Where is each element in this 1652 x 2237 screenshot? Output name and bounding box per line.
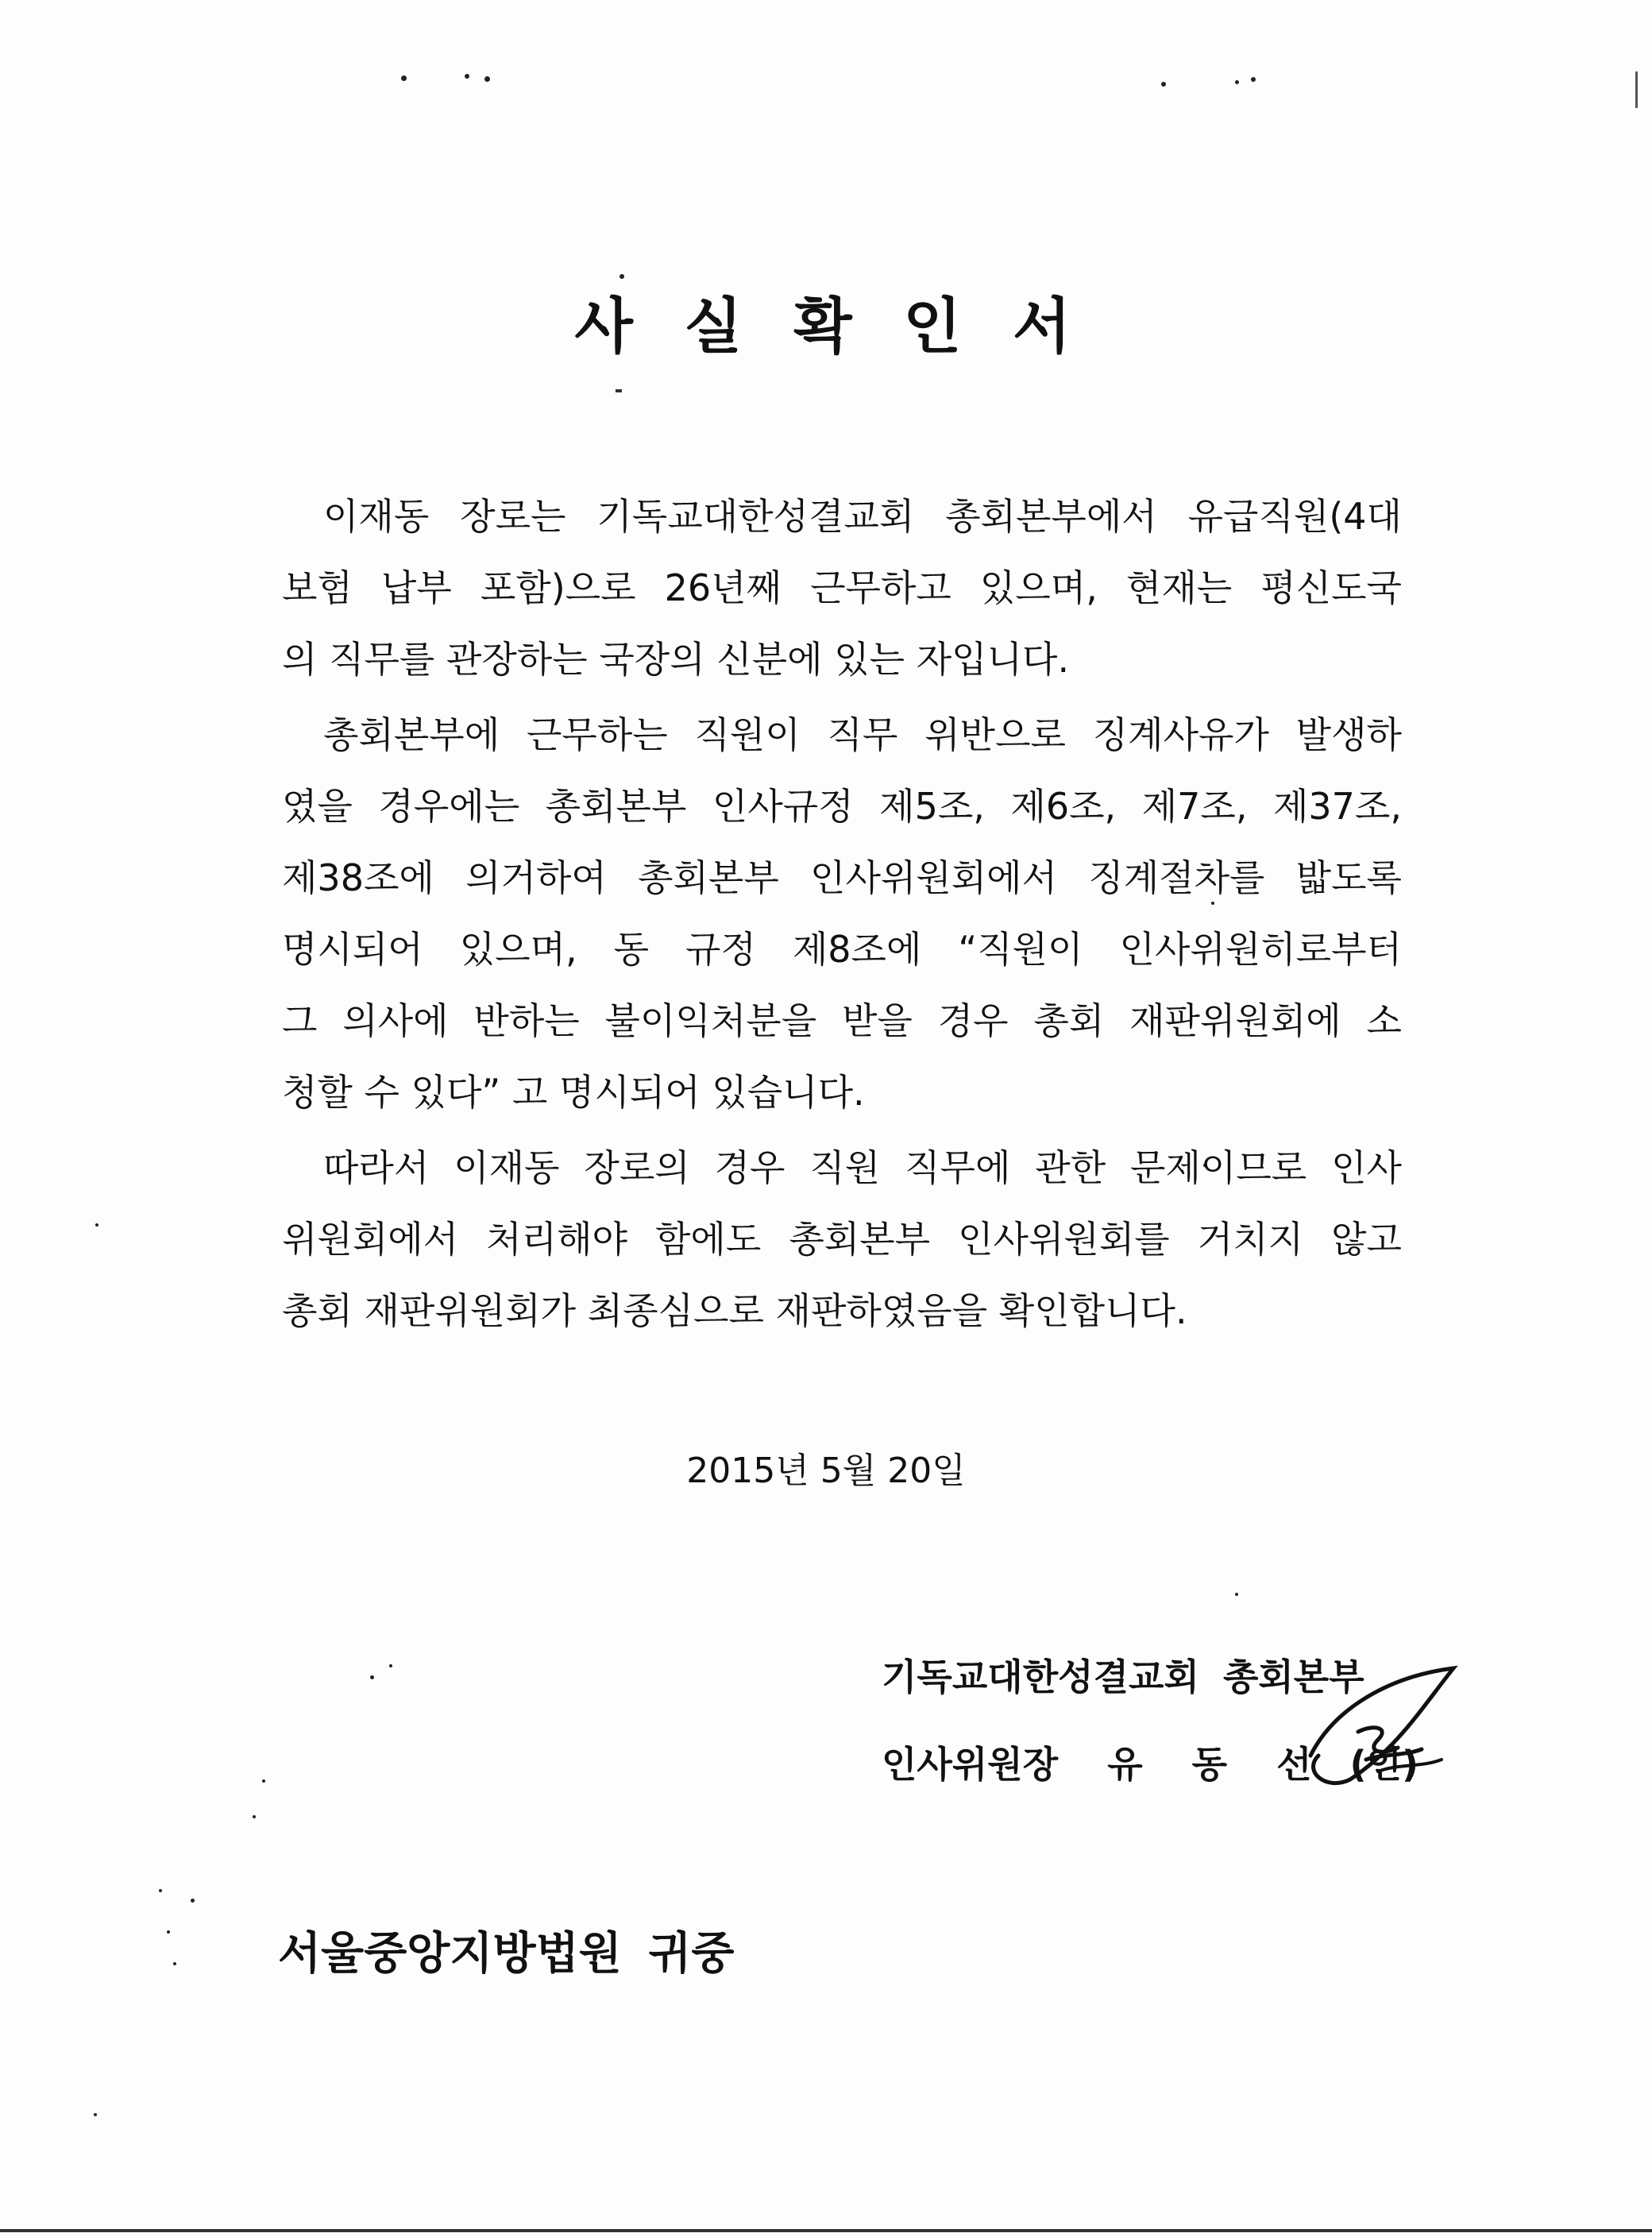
paragraph-line: 위원회에서 처리해야 함에도 총회본부 인사위원회를 거치지 않고 <box>282 1218 1402 1261</box>
paragraph-3 <box>282 1132 1402 1346</box>
paragraph-1 <box>282 481 1402 695</box>
scan-edge-mark <box>1635 71 1638 108</box>
paragraph-line: 총회본부에 근무하는 직원이 직무 위반으로 징계사유가 발생하 <box>323 713 1402 756</box>
scan-speck <box>191 1899 195 1903</box>
scan-speck <box>401 75 407 81</box>
scan-speck <box>1251 77 1256 82</box>
seal-mark: (인) <box>1349 1743 1418 1786</box>
recipient: 서울중앙지방법원 귀중 <box>278 1928 735 1980</box>
scan-speck <box>484 76 490 82</box>
scan-speck <box>94 2113 97 2116</box>
paragraph-line: 의 직무를 관장하는 국장의 신분에 있는 자입니다. <box>282 638 1070 681</box>
signatory-position: 인사위원장 <box>882 1743 1059 1786</box>
paragraph-line: 이재동 장로는 기독교대한성결교회 총회본부에서 유급직원(4대 <box>323 495 1402 538</box>
signatory-name-char: 선 <box>1276 1743 1312 1786</box>
scan-speck <box>173 1962 176 1965</box>
scan-speck <box>370 1675 374 1679</box>
scan-bottom-edge <box>0 2229 1652 2232</box>
scan-speck <box>262 1779 265 1783</box>
signatory-name-char: 동 <box>1191 1743 1228 1786</box>
scan-speck <box>159 1889 162 1892</box>
document-title: 사 실 확 인 서 <box>574 291 1078 361</box>
signatory-organization: 기독교대한성결교회 총회본부 <box>882 1656 1364 1698</box>
scan-speck <box>1235 80 1239 84</box>
paragraph-line: 보험 납부 포함)으로 26년째 근무하고 있으며, 현재는 평신도국 <box>282 566 1402 609</box>
scan-speck <box>95 1223 98 1227</box>
document-date: 2015년 5월 20일 <box>686 1451 966 1491</box>
scan-speck <box>389 1664 392 1667</box>
scan-speck <box>167 1930 170 1934</box>
handwritten-signature <box>1303 1660 1461 1795</box>
paragraph-line: 따라서 이재동 장로의 경우 직원 직무에 관한 문제이므로 인사 <box>323 1146 1402 1189</box>
scan-speck <box>616 389 622 392</box>
scan-speck <box>465 74 469 79</box>
paragraph-line: 그 의사에 반하는 불이익처분을 받을 경우 총회 재판위원회에 소 <box>282 999 1402 1042</box>
paragraph-2 <box>282 699 1402 1128</box>
paragraph-line: 였을 경우에는 총회본부 인사규정 제5조, 제6조, 제7조, 제37조, <box>282 785 1402 828</box>
paragraph-line: 명시되어 있으며, 동 규정 제8조에 “직원이 인사위원히로부터 <box>282 928 1402 971</box>
paragraph-line: 총회 재판위원회가 최종심으로 재판하였음을 확인합니다. <box>282 1289 1187 1332</box>
paragraph-line: 청할 수 있다” 고 명시되어 있습니다. <box>282 1071 865 1114</box>
paragraph-line: 제38조에 의거하여 총회본부 인사위원회에서 징계절차를 밟도록 <box>282 856 1402 899</box>
scan-speck <box>253 1815 256 1818</box>
signatory-name-char: 유 <box>1107 1743 1143 1786</box>
scan-speck <box>1161 82 1166 87</box>
scan-speck <box>1235 1593 1238 1596</box>
